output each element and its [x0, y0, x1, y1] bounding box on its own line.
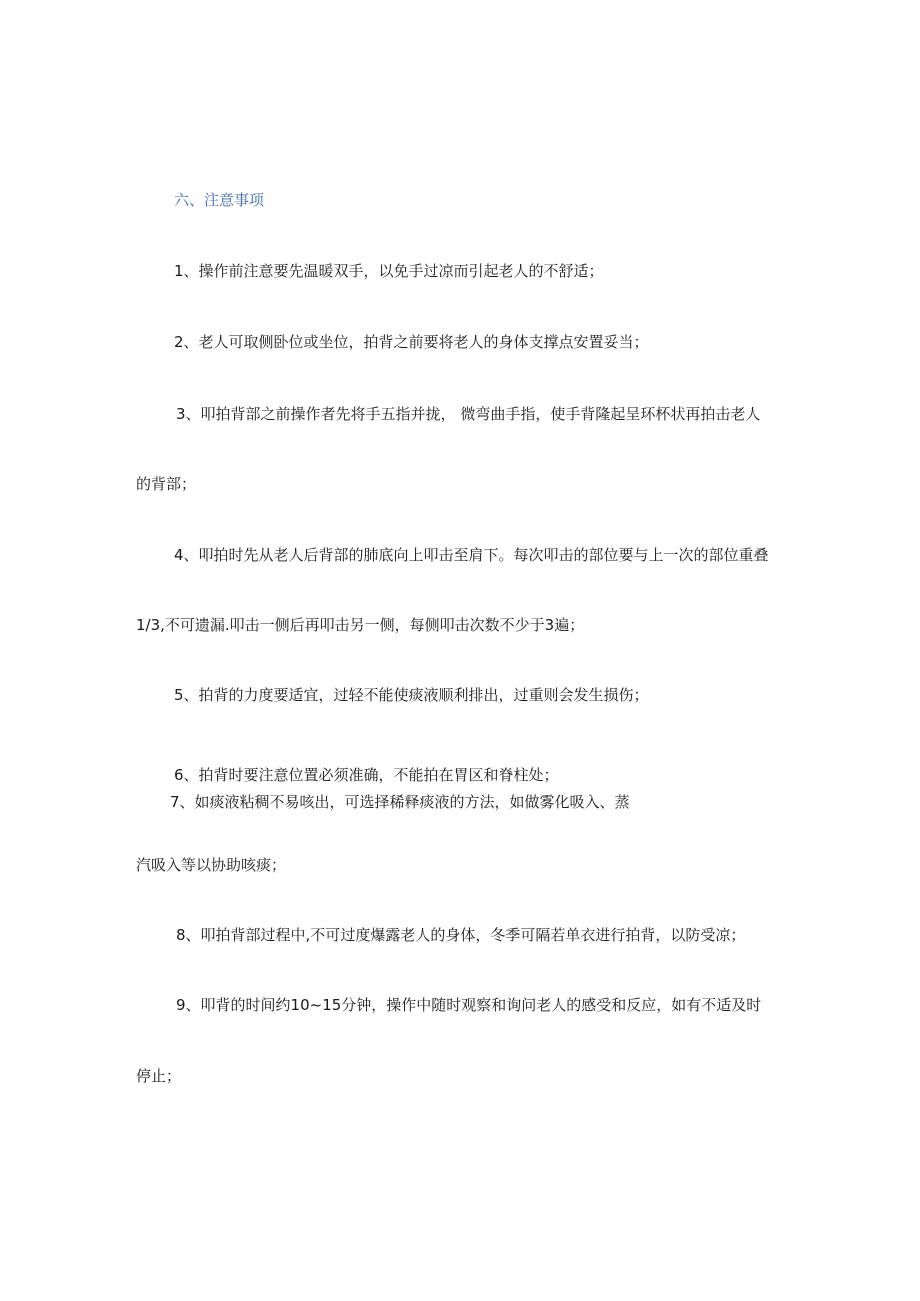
item-6-line-1: 6、拍背时要注意位置必须准确，不能拍在胃区和脊柱处； — [174, 766, 559, 784]
item-5-line-1: 5、拍背的力度要适宜，过轻不能使痰液顺利排出，过重则会发生损伤； — [174, 686, 649, 704]
item-1-line-1: 1、操作前注意要先温暖双手，以免手过凉而引起老人的不舒适； — [174, 262, 604, 280]
item-9-line-2: 停止； — [136, 1067, 182, 1085]
item-4-line-2: 1/3,不可遗漏.叩击一侧后再叩击另一侧，每侧叩击次数不少于3遍； — [136, 616, 585, 634]
item-3-line-1: 3、叩拍背部之前操作者先将手五指并拢， 微弯曲手指，使手背隆起呈环杯状再拍击老人 — [176, 405, 761, 423]
item-8-line-1: 8、叩拍背部过程中,不可过度爆露老人的身体，冬季可隔若单衣进行拍背，以防受凉； — [176, 926, 746, 944]
section-heading: 六、注意事项 — [174, 191, 265, 209]
item-9-line-1: 9、叩背的时间约10~15分钟，操作中随时观察和询问老人的感受和反应，如有不适及时 — [176, 996, 762, 1014]
item-7-line-2: 汽吸入等以协助咳痰； — [136, 856, 287, 874]
item-7-line-1: 7、如痰液粘稠不易咳出，可选择稀释痰液的方法，如做雾化吸入、蒸 — [170, 793, 630, 811]
item-4-line-1: 4、叩拍时先从老人后背部的肺底向上叩击至肩下。每次叩击的部位要与上一次的部位重叠 — [174, 546, 769, 564]
item-2-line-1: 2、老人可取侧卧位或坐位，拍背之前要将老人的身体支撑点安置妥当； — [174, 333, 649, 351]
item-3-line-2: 的背部； — [136, 475, 197, 493]
